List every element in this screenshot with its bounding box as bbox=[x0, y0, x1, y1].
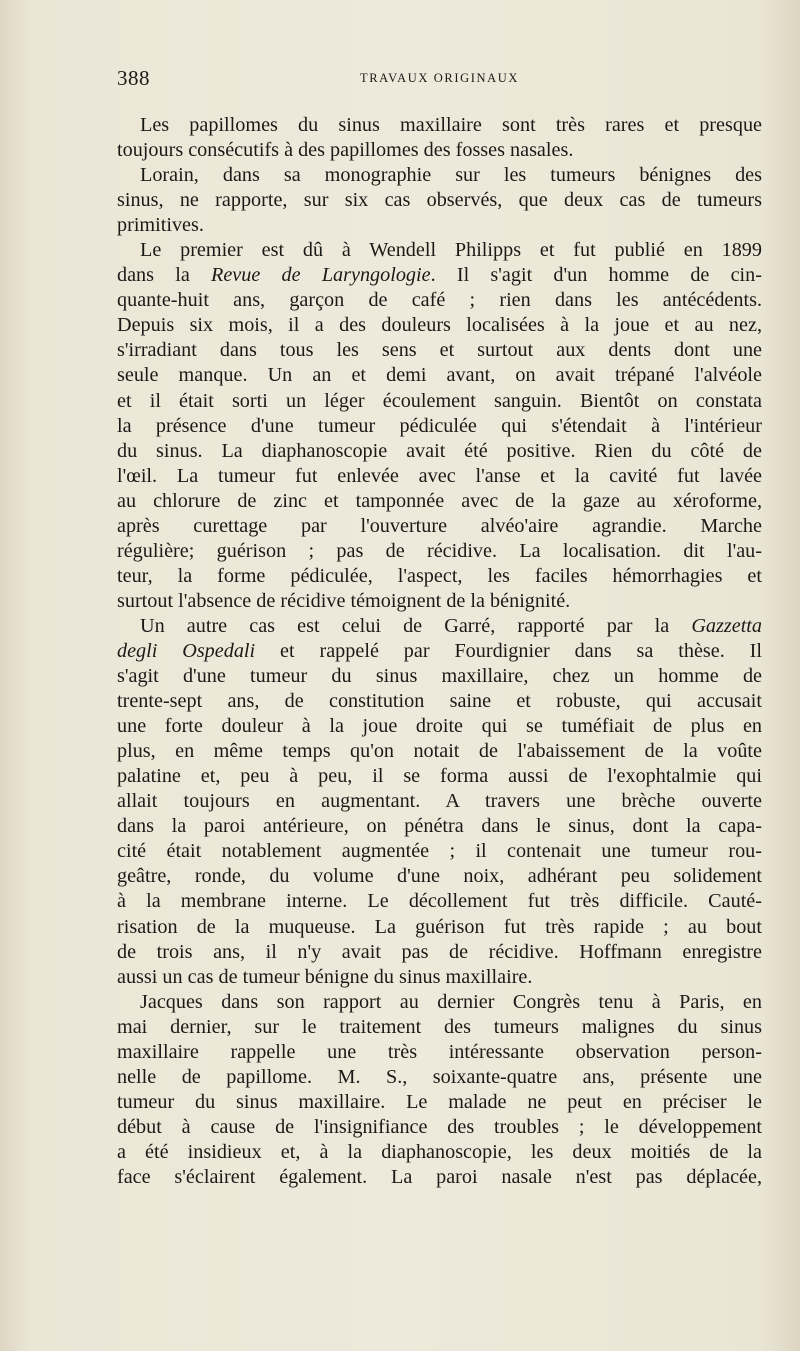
text-line: nelle de papillome. M. S., soixante-quatre ans, présente une bbox=[117, 1065, 762, 1088]
text-line: geâtre, ronde, du volume d'une noix, adhérant peu solidement bbox=[117, 865, 762, 888]
text-line: aussi un cas de tumeur bénigne du sinus maxillaire. bbox=[117, 965, 533, 988]
text-line: plus, en même temps qu'on notait de l'abaissement de la voûte bbox=[117, 740, 762, 763]
text-line-with-italic: Un autre cas est celui de Garré, rapporté par la Gazzetta bbox=[140, 614, 762, 637]
page-header bbox=[117, 66, 762, 96]
text-line: la présence d'une tumeur pédiculée qui s'étendait à l'intérieur bbox=[117, 414, 762, 437]
text-line: face s'éclairent également. La paroi nasale n'est pas déplacée, bbox=[117, 1165, 762, 1188]
text-line: Jacques dans son rapport au dernier Congrès tenu à Paris, en bbox=[140, 990, 762, 1013]
text-line: s'agit d'une tumeur du sinus maxillaire, chez un homme de bbox=[117, 665, 762, 688]
paragraph-1 bbox=[117, 113, 762, 163]
text-line: l'œil. La tumeur fut enlevée avec l'anse et la cavité fut lavée bbox=[117, 464, 762, 487]
text-line: dans la paroi antérieure, on pénétra dans le sinus, dont la capa- bbox=[117, 815, 762, 838]
text-line: Le premier est dû à Wendell Philipps et fut publié en 1899 bbox=[140, 239, 762, 262]
text-line: Depuis six mois, il a des douleurs localisées à la joue et au nez, bbox=[117, 314, 762, 337]
text-line: s'irradiant dans tous les sens et surtout aux dents dont une bbox=[117, 339, 762, 362]
paragraph-4 bbox=[117, 614, 762, 990]
text-line: Lorain, dans sa monographie sur les tumeurs bénignes des bbox=[140, 164, 762, 187]
text-line: début à cause de l'insignifiance des troubles ; le développement bbox=[117, 1115, 762, 1138]
paragraph-3 bbox=[117, 238, 762, 614]
text-line: surtout l'absence de récidive témoignent de la bénignité. bbox=[117, 589, 571, 612]
text-line: maxillaire rappelle une très intéressante observation person- bbox=[117, 1040, 762, 1063]
text-line: régulière; guérison ; pas de récidive. La localisation. dit l'au- bbox=[117, 539, 762, 562]
text-line-with-italic: degli Ospedali et rappelé par Fourdignier dans sa thèse. Il bbox=[117, 639, 762, 662]
paragraph-5 bbox=[117, 990, 762, 1190]
paragraph-2 bbox=[117, 163, 762, 238]
text-line: cité était notablement augmentée ; il contenait une tumeur rou- bbox=[117, 840, 762, 863]
text-line: risation de la muqueuse. La guérison fut très rapide ; au bout bbox=[117, 915, 762, 938]
text-line: à la membrane interne. Le décollement fut très difficile. Cauté- bbox=[117, 890, 762, 913]
text-line: teur, la forme pédiculée, l'aspect, les faciles hémorrhagies et bbox=[117, 564, 762, 587]
journal-title-revue: Revue de Laryngologie bbox=[211, 264, 431, 287]
text-line: et il était sorti un léger écoulement sanguin. Bientôt on constata bbox=[117, 389, 762, 412]
text-line: une forte douleur à la joue droite qui se tuméfiait de plus en bbox=[117, 715, 762, 738]
running-head: TRAVAUX ORIGINAUX bbox=[359, 71, 520, 85]
journal-title-gazzetta: Gazzetta bbox=[691, 614, 762, 637]
text-line: tumeur du sinus maxillaire. Le malade ne peut en préciser le bbox=[117, 1090, 762, 1113]
text-line: seule manque. Un an et demi avant, on avait trépané l'alvéole bbox=[117, 364, 762, 387]
text-line: palatine et, peu à peu, il se forma aussi de l'exophtalmie qui bbox=[117, 765, 762, 788]
text-line: allait toujours en augmentant. A travers une brèche ouverte bbox=[117, 790, 762, 813]
text-line: de trois ans, il n'y avait pas de récidive. Hoffmann enregistre bbox=[117, 940, 762, 963]
text-line: primitives. bbox=[117, 214, 204, 237]
text-line-with-italic: dans la Revue de Laryngologie. Il s'agit d'un homme de cin- bbox=[117, 264, 762, 287]
text-line: sinus, ne rapporte, sur six cas observés, que deux cas de tumeurs bbox=[117, 189, 762, 212]
body-text bbox=[117, 113, 762, 1190]
text-line: au chlorure de zinc et tamponnée avec de la gaze au xéroforme, bbox=[117, 489, 762, 512]
text-line: toujours consécutifs à des papillomes des fosses nasales. bbox=[117, 139, 574, 162]
text-line: mai dernier, sur le traitement des tumeurs malignes du sinus bbox=[117, 1015, 762, 1038]
text-line: a été insidieux et, à la diaphanoscopie, les deux moitiés de la bbox=[117, 1140, 762, 1163]
text-line: après curettage par l'ouverture alvéo'aire agrandie. Marche bbox=[117, 514, 762, 537]
journal-title-ospedali: degli Ospedali bbox=[117, 639, 256, 662]
page-number: 388 bbox=[117, 66, 150, 90]
text-line: du sinus. La diaphanoscopie avait été positive. Rien du côté de bbox=[117, 439, 762, 462]
text-line: trente-sept ans, de constitution saine et robuste, qui accusait bbox=[117, 690, 762, 713]
text-line: Les papillomes du sinus maxillaire sont très rares et presque bbox=[140, 114, 762, 136]
text-line: quante-huit ans, garçon de café ; rien dans les antécédents. bbox=[117, 289, 762, 312]
